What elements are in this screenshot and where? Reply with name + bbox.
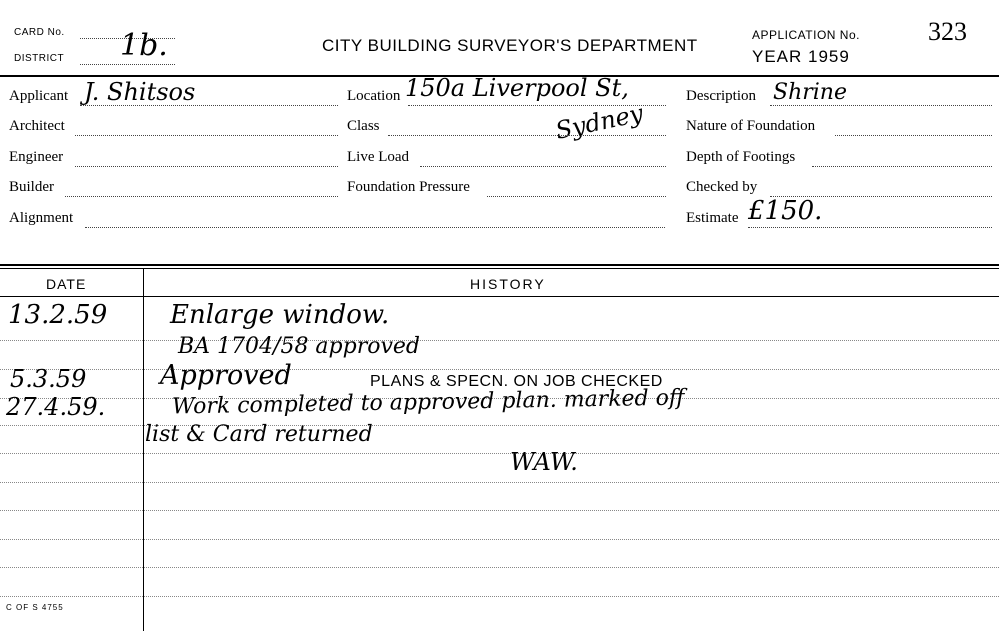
- foundation-pressure-label: Foundation Pressure: [347, 179, 470, 195]
- history-header: HISTORY: [470, 276, 546, 292]
- history-date: 13.2.59: [8, 300, 108, 330]
- class-label: Class: [347, 118, 380, 134]
- architect-line: [75, 135, 338, 136]
- builder-line: [65, 196, 338, 197]
- history-date: 5.3.59: [10, 365, 87, 393]
- applicant-value: J. Shitsos: [84, 78, 196, 106]
- architect-label: Architect: [9, 118, 65, 134]
- application-number: 323: [928, 17, 967, 46]
- history-date: 27.4.59.: [6, 393, 106, 421]
- description-label: Description: [686, 88, 756, 104]
- application-label: APPLICATION No.: [752, 28, 860, 42]
- engineer-line: [75, 166, 338, 167]
- checked-by-label: Checked by: [686, 179, 758, 195]
- alignment-line: [85, 227, 665, 228]
- history-top-rule: [0, 264, 999, 266]
- date-column-divider: [143, 268, 144, 631]
- history-row-line: [0, 510, 999, 511]
- history-header-rule: [0, 296, 999, 297]
- history-row-line: [0, 369, 999, 370]
- estimate-label: Estimate: [686, 210, 739, 226]
- live-load-line: [420, 166, 666, 167]
- history-text: list & Card returned: [145, 422, 373, 447]
- history-text: Approved: [160, 360, 292, 391]
- history-text: Enlarge window.: [170, 300, 390, 330]
- engineer-label: Engineer: [9, 149, 64, 165]
- class-line: [388, 135, 666, 136]
- description-value: Shrine: [773, 80, 847, 105]
- history-row-line: [0, 596, 999, 597]
- card-no-label: CARD No.: [14, 27, 65, 38]
- depth-label: Depth of Footings: [686, 149, 796, 165]
- history-row-line: [0, 340, 999, 341]
- form-code: C OF S 4755: [6, 603, 64, 612]
- history-row-line: [0, 567, 999, 568]
- year-label: YEAR 1959: [752, 47, 850, 66]
- builder-label: Builder: [9, 179, 54, 195]
- nature-label: Nature of Foundation: [686, 118, 816, 134]
- date-header: DATE: [46, 276, 87, 292]
- history-stamp: PLANS & SPECN. ON JOB CHECKED: [370, 373, 663, 390]
- location-value: 150a Liverpool St,: [405, 74, 629, 102]
- description-line: [770, 105, 992, 106]
- foundation-pressure-line: [487, 196, 666, 197]
- applicant-label: Applicant: [9, 88, 69, 104]
- live-load-label: Live Load: [347, 149, 410, 165]
- history-row-line: [0, 453, 999, 454]
- signature: WAW.: [510, 448, 578, 476]
- history-row-line: [0, 539, 999, 540]
- location-value-city: Sydney: [553, 99, 646, 145]
- district-value: 1b.: [120, 28, 168, 63]
- history-top-rule-2: [0, 268, 999, 269]
- district-label: DISTRICT: [14, 53, 65, 64]
- history-text: BA 1704/58 approved: [178, 334, 421, 359]
- department-title: CITY BUILDING SURVEYOR'S DEPARTMENT: [322, 36, 698, 55]
- alignment-label: Alignment: [9, 210, 74, 226]
- estimate-line: [748, 227, 992, 228]
- history-text: Work completed to approved plan. marked off: [171, 385, 685, 420]
- nature-line: [835, 135, 992, 136]
- location-label: Location: [347, 88, 401, 104]
- district-line: [80, 64, 175, 65]
- estimate-value: £150.: [748, 196, 823, 226]
- history-row-line: [0, 482, 999, 483]
- depth-line: [812, 166, 992, 167]
